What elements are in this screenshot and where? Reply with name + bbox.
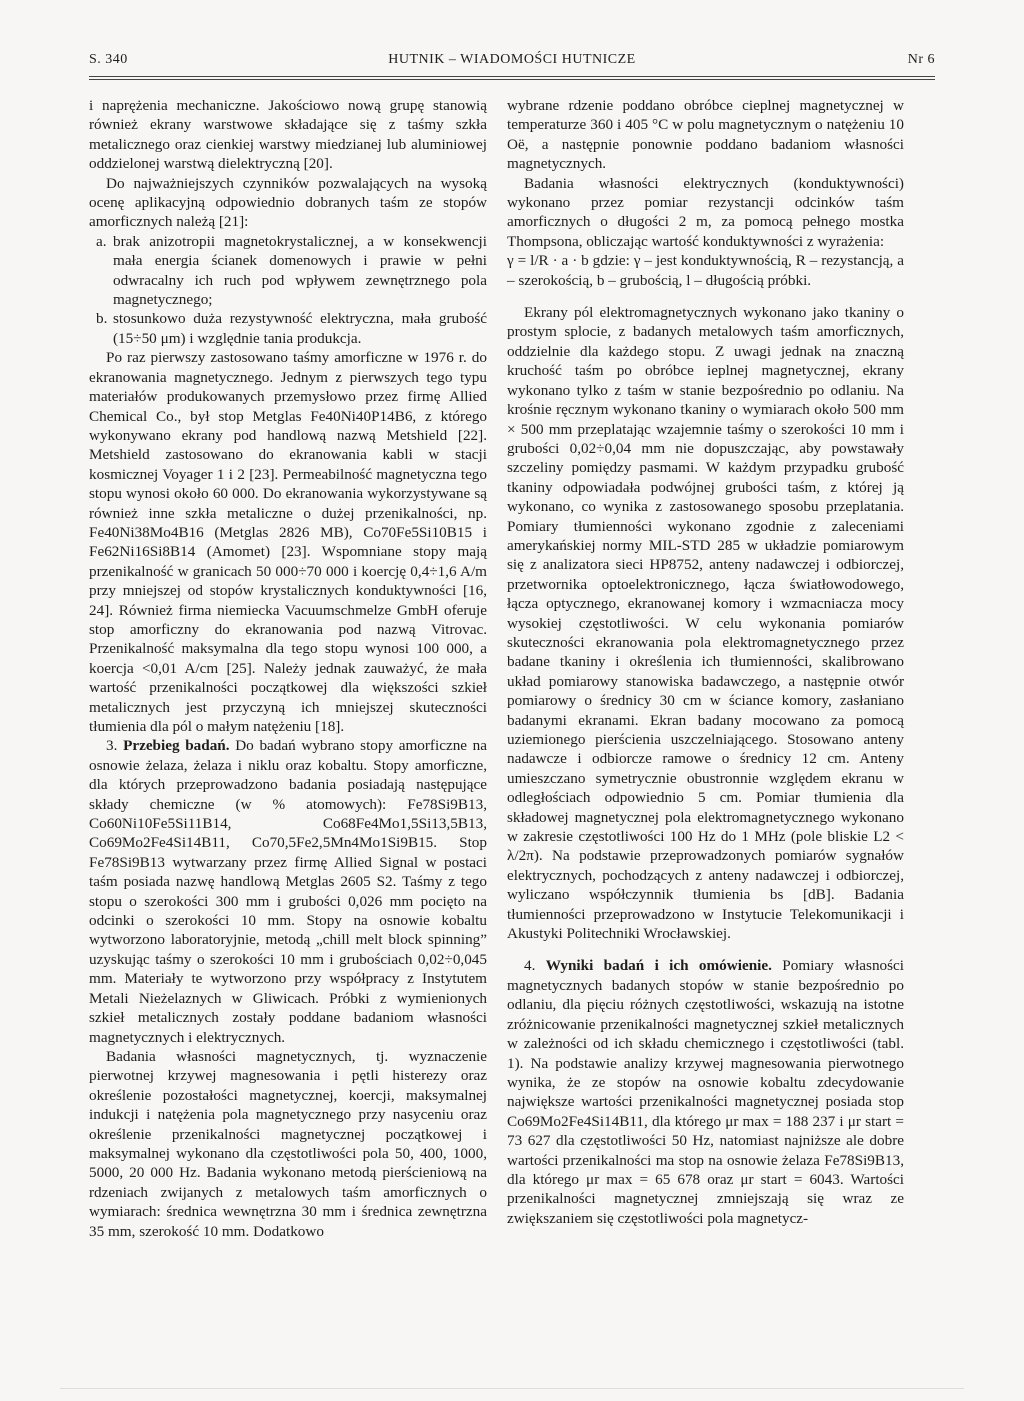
list-item — [89, 232, 487, 310]
text-run: , dla którego μr max = 188 237 i μr start = 73 627 dla częstotliwości 50 Hz, natomiast najniższe ale dobre wartości przenikalności ma stop na osnowie żelaza — [507, 1112, 904, 1169]
header-rule-second — [89, 79, 935, 80]
list-item — [89, 309, 487, 348]
header-rule — [89, 76, 935, 77]
formula: Co70Fe5Si10B15 — [363, 523, 473, 541]
text-run: . Stop — [433, 834, 487, 852]
paragraph — [89, 348, 487, 736]
section-number: 3. — [106, 737, 118, 755]
text-run: , z którego wykonywano ekrany pod handlową nazwą Metshield [22]. Metshield zastosowano do ekranowania kabli w stacji kosmicznej Voyager 1 i 2 [23]. Permeabilność magnetyczna tego stopu wynosi około 60 000. Do ekranowania wykorzystywane są również inne szkła metaliczne o dużej przenikalności, np. — [89, 407, 488, 522]
formula-paragraph: γ = l/R · a · b gdzie: γ – jest konduktywnością, R – rezystancją, a – szerokością, b – grubością, l – długością próbki. — [507, 252, 904, 289]
paragraph: Ekrany pól elektromagnetycznych wykonano jako tkaniny o prostym splocie, z badanych metalowych taśm amorficznych, oddzielnie dla każdego stopu. Z uwagi jednak na znaczną kruchość taśm po obróbce ieplnej magnetycznej, ekrany wykonano tylko z taśm w stanie bezpośrednio po odlaniu. Na krośnie ręcznym wykonano tkaniny o wymiarach około 500 mm × 500 mm przeplatając wzajemnie taśmy o szerokości 10 mm i grubości 0,02÷0,04 mm nie dopuszczając, aby powstawały szczeliny pomiędzy pasmami. W każdym przypadku grubość tkaniny odpowiadała podwójnej grubości taśm, z której ją wykonano, co wynika z zastosowanego sposobu przeplatania. Pomiary tłumienności wykonano zgodnie z zaleceniami amerykańskiej normy MIL-STD 285 w układzie pomiarowym się z analizatora sieci HP8752, anteny nadawczej i odbiorczej, przetwornika optoelektronicznego, łącza światłowodowego, łącza optycznego, ekranowanej komory i wzmacniacza mocy wysokiej częstotliwości. W celu wykonania pomiarów skuteczności ekranowania pola elektromagnetycznego przez badane tkaniny i określenia ich tłumienności, skalibrowano układ pomiarowy stanowiska badawczego, a następnie otwór pomiarowy o średnicy 30 cm w ściance komory, zasłaniano badanymi ekranami. Ekran badany mocowano za pomocą uziemionego pierścienia uszczelniającego. Stosowano anteny nadawcze i odbiorcze ramowe o średnicy 12 cm. Anteny umieszczano symetrycznie obustronnie względem ekranu w odległościach odpowiednio 5 cm. Pomiar tłumienia dla składowej magnetycznej pola elektromagnetycznego wykonano w zakresie częstotliwości 100 Hz do 1 MHz (pole bliskie L2 < λ/2π). Na podstawie przeprowadzonych pomiarów sygnałów elektrycznych, pochodzących z anteny nadawczej i odbiorczej, wyliczano współczynnik tłumienia bs [dB]. Badania tłumienności przeprowadzono w Instytucie Telekomunikacji i Akustyki Politechniki Wrocławskiej. — [507, 304, 904, 943]
page-number: S. 340 — [89, 52, 128, 67]
text-run: i — [472, 523, 487, 541]
journal-title: HUTNIK – WIADOMOŚCI HUTNICZE — [388, 52, 636, 67]
formula: Fe40Ni38Mo4B16 — [89, 523, 204, 541]
scan-edge-line — [60, 1388, 964, 1389]
formula: Fe78Si9B13 — [89, 853, 165, 871]
formula: Fe62Ni16Si8B14 — [89, 543, 196, 561]
section-4-paragraph — [507, 956, 904, 1228]
text-run: (Metglas 2826 MB), — [203, 523, 364, 541]
text-run: wytwarzany przez firmę Allied Signal w postaci taśm posiada nazwę handlową Metglas 2605 S2. Taśmy z tego stopu o szerokości 300 mm i grubości 0,026 mm pocięto na odcinki o szerokości 10 mm. Stopy na osnowie kobaltu wytworzono laboratoryjnie, metodą „chill melt block spinning” uzyskując taśmy o szerokości 10 mm i grubościach 0,02÷0,045 mm. Materiały te wytworzono przy współpracy z Instytutem Metali Nieżelaznych w Gliwicach. Próbki z wymienionych szkieł metalicznych zostały poddane badaniom własności magnetycznych i elektrycznych. — [89, 853, 487, 1046]
list-marker: b. — [96, 310, 108, 328]
formula: Fe40Ni40P14B6 — [310, 407, 413, 425]
text-run: (Amomet) [23]. Wspomniane stopy mają przenikalność w granicach 50 000÷70 000 i koercję 0,4÷1,6 A/m przy mniejszej od stopów krystalicznych konduktywności [16, 24]. Również firma niemiecka Vacuumschmelze GmbH oferuje stop amorficzny do ekranowania pod nazwą Vitrovac. Przenikalność maksymalna dla tego stopu wynosi 100 000, a koercja <0,01 A/cm [25]. Należy jednak zauważyć, że mała wartość przenikalności początkowej dla większości szkieł metalicznych jest przyczyną ich mniejszej skuteczności tłumienia dla pól o małym natężeniu [18]. — [89, 543, 487, 735]
paragraph: Badania własności elektrycznych (konduktywności) wykonano przez pomiar rezystancji odcinków taśm amorficznych o długości 2 m, za pomocą pełnego mostka Thompsona, obliczając wartość konduktywności z wyrażenia: — [507, 174, 904, 250]
list-marker: a. — [96, 232, 107, 250]
section-3-paragraph — [89, 736, 487, 1047]
section-number: 4. — [524, 957, 536, 975]
section-heading: Wyniki badań i ich omówienie. — [545, 957, 772, 975]
formula: Fe78Si9B13 — [824, 1151, 901, 1169]
formula: Co69Mo2Fe4Si14B11 — [507, 1112, 644, 1130]
paragraph: wybrane rdzenie poddano obróbce cieplnej magnetycznej w temperaturze 360 i 405 °C w polu magnetycznym o natężeniu 10 Oë, a następnie ponownie poddano badaniom własności magnetycznych. — [507, 97, 904, 173]
running-header — [89, 52, 935, 74]
left-column — [89, 96, 487, 1241]
text-run: Do badań wybrano stopy amorficzne na osnowie żelaza, żelaza i niklu oraz kobaltu. Stopy amorficzne, dla których przeprowadzono badania posiadają następujące składy chemiczne (w % atomowych): — [89, 737, 488, 813]
list-item-text: stosunkowo duża rezystywność elektryczna, mała grubość (15÷50 μm) i względnie tania produkcja. — [113, 310, 487, 347]
issue-number: Nr 6 — [907, 52, 935, 67]
list-item-text: brak anizotropii magnetokrystalicznej, a w konsekwencji mała energia ścianek domenowych i prawie w pełni odwracalny ich ruch pod wpływem zewnętrznego pola magnetycznego; — [113, 232, 487, 309]
paragraph: Do najważniejszych czynników pozwalających na wysoką ocenę aplikacyjną odpowiednio dobranych taśm ze stopów amorficznych należą [21]: — [89, 174, 487, 231]
paragraph: Badania własności magnetycznych, tj. wyznaczenie pierwotnej krzywej magnesowania i pętli histerezy oraz określenie pozostałości magnetycznej, koercji, maksymalnej indukcji i natężenia pola magnetycznego przy nasyceniu oraz określenie przenikalności magnetycznej początkowej i maksymalnej wykonano dla częstotliwości pola 50, 400, 1000, 5000, 20 000 Hz. Badania wykonano metodą pierścieniową na rdzeniach zwijanych z metalowych taśm amorficznych o wymiarach: średnica wewnętrzna 30 mm i średnica zewnętrzna 35 mm, szerokość 10 mm. Dodatkowo — [89, 1047, 487, 1240]
formula: Fe78Si9B13, Co60Ni10Fe5Si11B14, Co68Fe4Mo1,5Si13,5B13, Co69Mo2Fe4Si14B11, Co70,5Fe2,5Mn4Mo1Si9B15 — [89, 795, 487, 852]
text-run: Po raz pierwszy zastosowano taśmy amorficzne w 1976 r. do ekranowania magnetycznego. Jednym z pierwszych tego typu materiałów produkowanych przemysłowo przez firmę Allied Chemical Co., był stop Metglas — [89, 349, 487, 425]
factor-list — [89, 232, 487, 348]
text-run: , dla którego μr max = 65 678 oraz μr start = 6043. Wartości przenikalności magnetycznej zmniejszają się wraz ze zwiększaniem się częstotliwości pola magnetycz- — [507, 1151, 904, 1227]
right-column — [507, 96, 904, 1228]
section-heading: Przebieg badań. — [123, 737, 230, 755]
paragraph: i naprężenia mechaniczne. Jakościowo nową grupę stanowią również ekrany warstwowe składające się z taśmy szkła metalicznego oraz cienkiej warstwy miedzianej lub aluminiowej oddzielonej warstwą dielektryczną [20]. — [89, 97, 487, 173]
text-run: Pomiary własności magnetycznych badanych stopów w stanie bezpośrednio po odlaniu, dla pięciu różnych częstotliwości, wskazują na istotne zróżnicowanie przenikalności magnetycznej szkieł metalicznych w zależności od ich składu chemicznego i częstotliwości (tabl. 1). Na podstawie analizy krzywej magnesowania pierwotnego wynika, że ze stopów na osnowie kobaltu zdecydowanie największe wartości przenikalności magnetycznej posiada stop — [507, 957, 905, 1111]
